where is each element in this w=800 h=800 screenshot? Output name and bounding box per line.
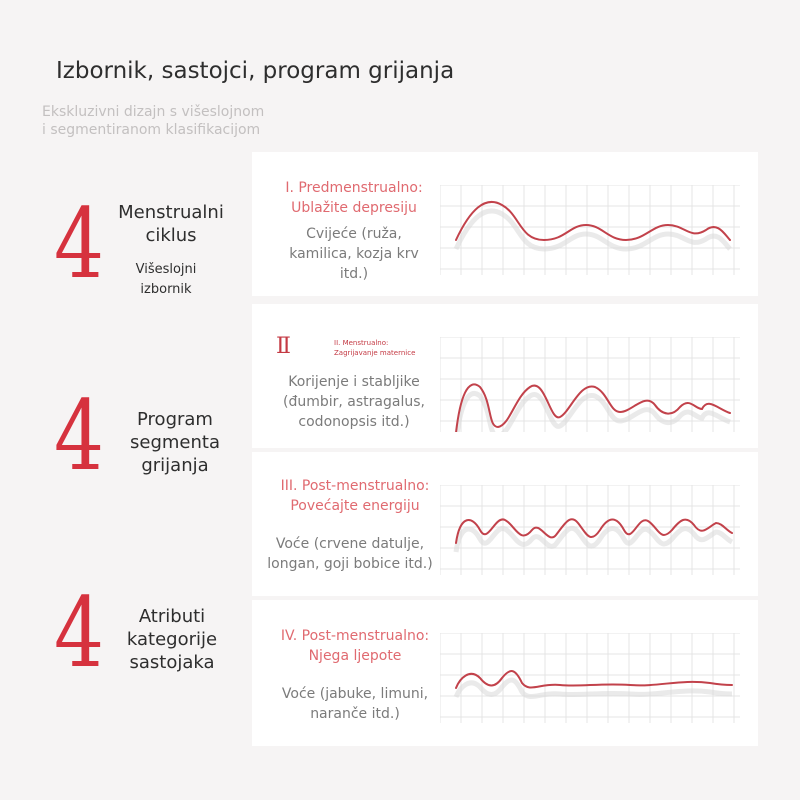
wave-line: [456, 671, 732, 688]
card-premenstrual: [252, 152, 758, 296]
card-ingredients: Cvijeće (ruža, kamilica, kozja krv itd.): [289, 226, 419, 282]
card-post-menstrual-energy: [252, 452, 758, 596]
card-menstrual: [252, 304, 758, 448]
card-post-menstrual-beauty: [252, 600, 758, 746]
wave-chart: [440, 337, 740, 432]
label-ingredient-attributes: Atributi kategorije sastojaka: [126, 606, 218, 673]
card-phase-title: IV. Post-menstrualno: Njega ljepote: [280, 628, 430, 664]
card-ingredients: Korijenje i stabljike (đumbir, astragalus, codonopsis itd.): [283, 374, 425, 430]
card-ingredients: Voće (crvene datulje, longan, goji bobice itd.): [267, 536, 433, 572]
wave-chart: [440, 633, 740, 723]
sublabel-multilayer-menu: Višeslojni izbornik: [135, 262, 197, 297]
big-number-1: 4: [54, 188, 105, 300]
card-phase-title: III. Post-menstrualno: Povećajte energiju: [280, 478, 430, 514]
page-title: Izbornik, sastojci, program grijanja: [56, 58, 455, 84]
label-menstrual-cycle: Menstrualni ciklus: [118, 202, 224, 246]
wave-line: [456, 384, 730, 432]
roman-numeral: Ⅱ: [276, 334, 291, 359]
card-phase-title: II. Menstrualno: Zagrijavanje maternice: [334, 339, 416, 357]
card-ingredients: Voće (jabuke, limuni, naranče itd.): [281, 686, 429, 722]
big-number-3: 4: [54, 577, 105, 689]
page-subtitle: Ekskluzivni dizajn s višeslojnom i segmentiranom klasifikacijom: [42, 104, 265, 138]
wave-chart: [440, 485, 740, 575]
card-phase-title: I. Predmenstrualno: Ublažite depresiju: [285, 180, 423, 216]
wave-shadow: [456, 211, 730, 249]
label-heating-program: Program segmenta grijanja: [130, 409, 220, 476]
wave-chart: [440, 185, 740, 275]
big-number-2: 4: [54, 380, 105, 492]
